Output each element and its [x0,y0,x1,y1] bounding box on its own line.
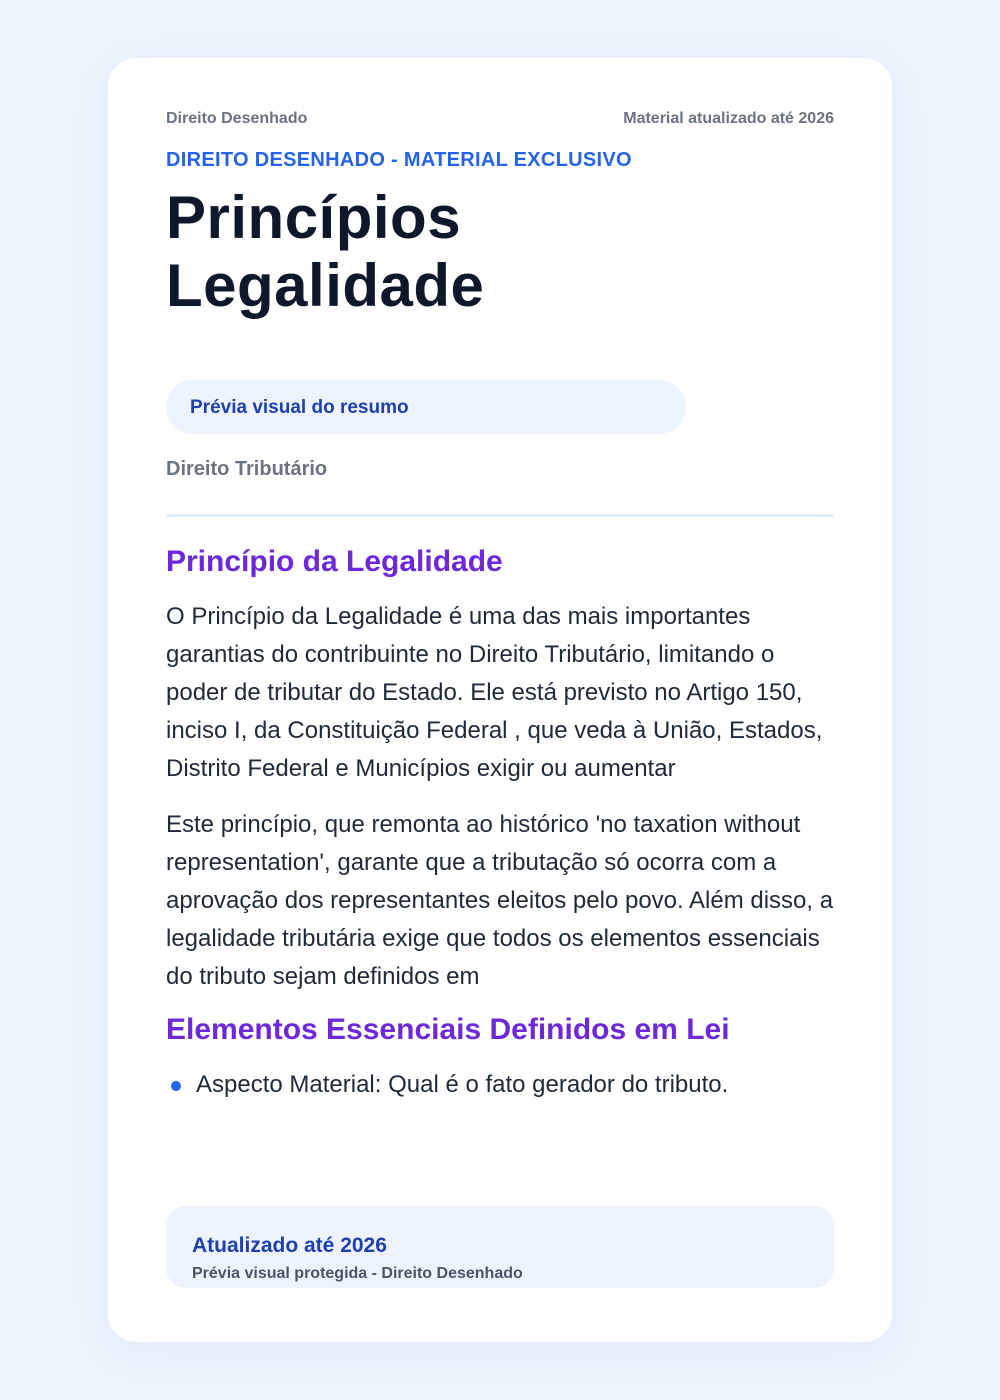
top-bar [166,110,834,130]
eyebrow-label: DIREITO DESENHADO - MATERIAL EXCLUSIVO [166,149,632,171]
updated-label: Material atualizado até 2026 [623,110,834,127]
preview-badge-label: Prévia visual do resumo [190,397,409,418]
card-content [166,58,834,1342]
footer-box [166,1206,834,1288]
footer-title: Atualizado até 2026 [192,1234,387,1257]
paragraph-1: O Princípio da Legalidade é uma das mais importantes garantias do contribuinte no Direito Tributário, limitando o poder de tributar do Estado. Ele está previsto no Artigo 150, inciso I, da Constituição Federal , que veda à União, Estados, Distrito Federal e Municípios exigir ou aumentar [166,603,823,782]
list-item [166,1066,834,1104]
section-heading-legalidade: Princípio da Legalidade [166,545,503,578]
page-title [166,184,484,320]
section-heading-elementos: Elementos Essenciais Definidos em Lei [166,1013,730,1046]
footer-note: Prévia visual protegida - Direito Desenhado [192,1265,523,1282]
brand-label: Direito Desenhado [166,110,308,127]
list-item-text: Aspecto Material: Qual é o fato gerador do tributo. [196,1071,729,1098]
elements-list [166,1066,834,1104]
title-line-2: Legalidade [166,252,485,319]
paragraph-2: Este princípio, que remonta ao histórico 'no taxation without representation', garante que a tributação só ocorra com a aprovação dos representantes eleitos pelo povo. Além disso, a legalidade tributária exige que todos os elementos essenciais do tributo sejam definidos em [166,811,834,990]
divider [166,514,834,517]
title-line-1: Princípios [166,184,462,251]
preview-badge [166,380,686,434]
bullet-icon [171,1081,181,1091]
document-card [108,58,892,1342]
subject-label: Direito Tributário [166,458,328,480]
